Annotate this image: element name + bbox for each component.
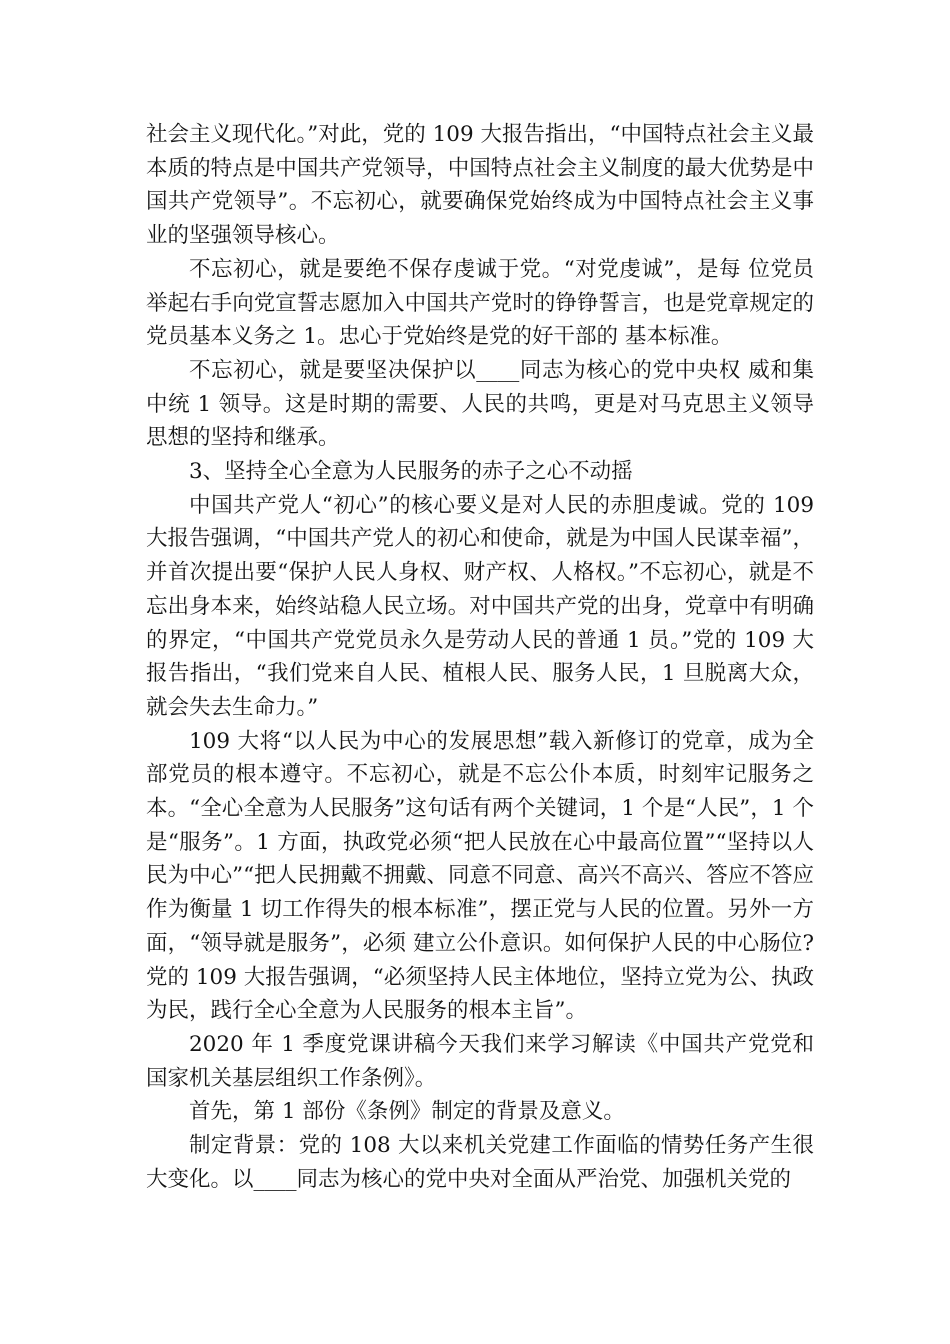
paragraph: 中国共产党人“初心”的核心要义是对人民的赤胆虔诚。党的 109 大报告强调，“中国共产党人的初心和使命，就是为中国人民谋幸福”，并首次提出要“保护人民人身权、财产权、人格权。”不忘初心，就是不忘出身本来，始终站稳人民立场。对中国共产党的出身，党章中有明确的界定，“中国共产党党员永久是劳动人民的普通 1 员。”党的 109 大报告指出，“我们党来自人民、植根人民、服务人民，1 旦脱离大众，就会失去生命力。” <box>146 492 814 720</box>
paragraph: 制定背景：党的 108 大以来机关党建工作面临的情势任务产生很大变化。以____同志为核心的党中央对全面从严治党、加强机关党的 <box>146 1133 814 1192</box>
paragraph: 不忘初心，就是要绝不保存虔诚于党。“对党虔诚”，是每 位党员举起右手向党宣誓志愿加入中国共产党时的铮铮誓言，也是党章规定的党员基本义务之 1。忠心于党始终是党的好干部的 基本标准。 <box>146 256 814 350</box>
paragraph: 首先，第 1 部份《条例》制定的背景及意义。 <box>189 1099 625 1125</box>
paragraph: 不忘初心，就是要坚决保护以____同志为核心的党中央权 威和集中统 1 领导。这是时期的需要、人民的共鸣，更是对马克思主义领导思想的坚持和继承。 <box>146 357 814 451</box>
paragraph: 2020 年 1 季度党课讲稿今天我们来学习解读《中国共产党党和国家机关基层组织工作条例》。 <box>146 1031 814 1091</box>
paragraph: 109 大将“以人民为中心的发展思想”载入新修订的党章，成为全部党员的根本遵守。不忘初心，就是不忘公仆本质，时刻牢记服务之本。“全心全意为人民服务”这句话有两个关键词，1 个是“人民”，1 个是“服务”。1 方面，执政党必须“把人民放在心中最高位置”“坚持以人民为中心”“把人民拥戴不拥戴、同意不同意、高兴不高兴、答应不答应作为衡量 1 切工作得失的根本标准”，摆正党与人民的位置。另外一方面，“领导就是服务”，必须 建立公仆意识。如何保护人民的中心肠位?党的 109 大报告强调，“必须坚持人民主体地位，坚持立党为公、执政为民，践行全心全意为人民服务的根本主旨”。 <box>146 728 814 1024</box>
document-body <box>146 118 814 1197</box>
section-heading: 3、坚持全心全意为人民服务的赤子之心不动摇 <box>189 459 633 485</box>
paragraph: 社会主义现代化。”对此，党的 109 大报告指出，“中国特点社会主义最本质的特点是中国共产党领导，中国特点社会主义制度的最大优势是中国共产党领导”。不忘初心，就要确保党始终成为中国特点社会主义事业的坚强领导核心。 <box>146 122 814 249</box>
